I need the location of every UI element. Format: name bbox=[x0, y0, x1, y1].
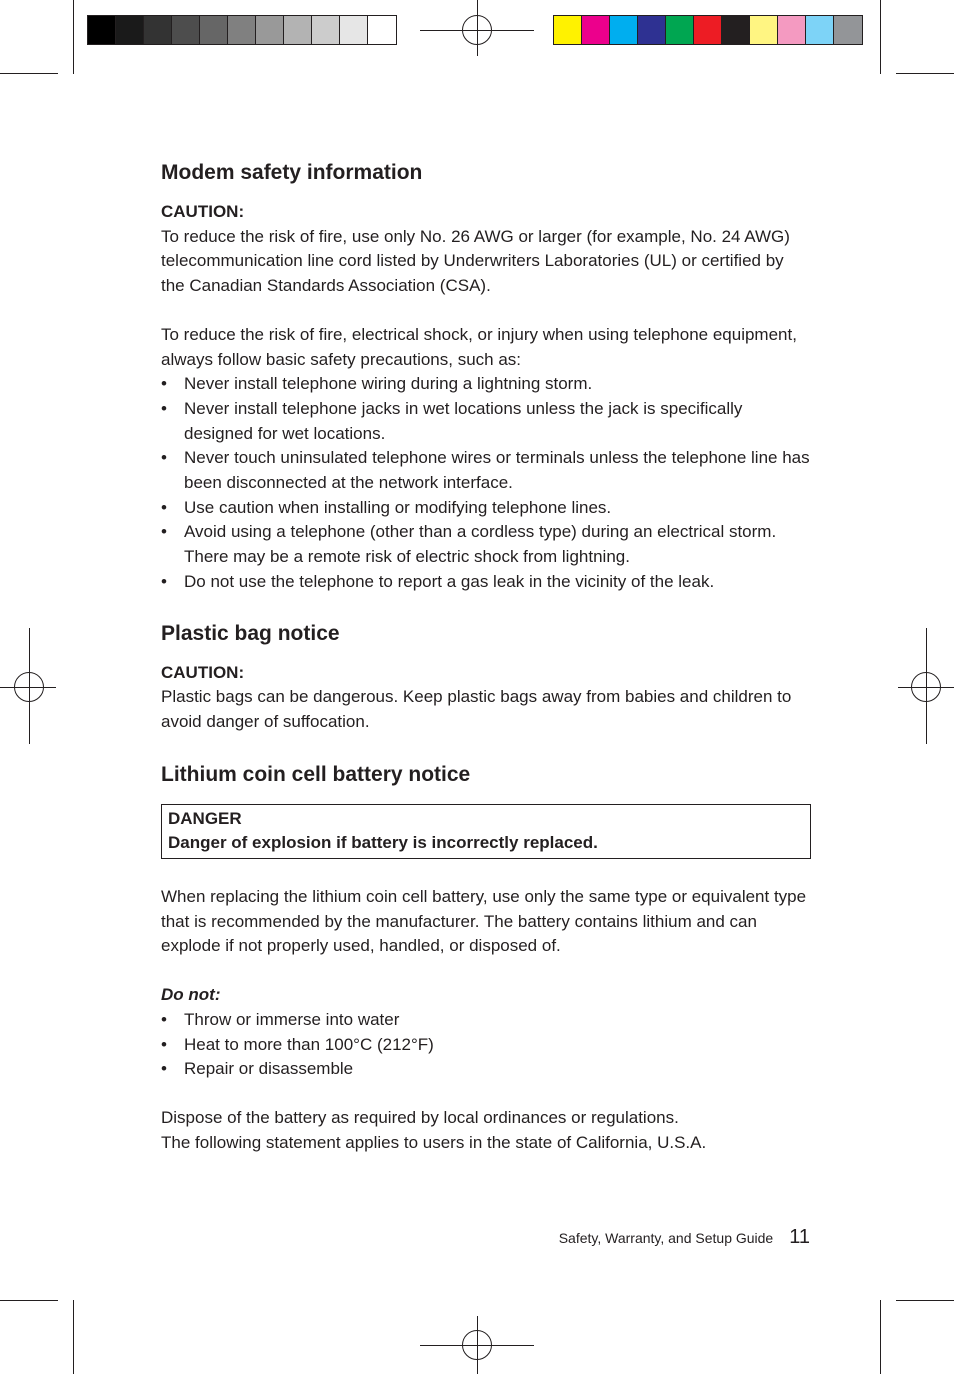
list-item: • Do not use the telephone to report a gas leak in the vicinity of the leak. bbox=[161, 571, 715, 591]
page-content bbox=[161, 160, 811, 1155]
plastic-text: Plastic bags can be dangerous. Keep plastic bags away from babies and children to avoid danger of suffocation. bbox=[161, 687, 792, 731]
danger-label: DANGER bbox=[168, 808, 242, 828]
caution-text: To reduce the risk of fire, use only No. 26 AWG or larger (for example, No. 24 AWG) telecommunication line cord listed by Underwriters Laboratories (UL) or certified by the Canadian Standards Association (CSA). bbox=[161, 226, 790, 296]
crop-mark bbox=[73, 1300, 74, 1374]
guide-title: Safety, Warranty, and Setup Guide bbox=[558, 1230, 774, 1246]
gray-swatch-7 bbox=[284, 16, 312, 44]
list-item: • Never touch uninsulated telephone wires or terminals unless the telephone line has been disconnected at the network interface. bbox=[161, 448, 810, 493]
crop-mark bbox=[0, 1300, 58, 1301]
list-item: • Never install telephone wiring during a lightning storm. bbox=[161, 374, 593, 394]
gray-swatch-0 bbox=[88, 16, 116, 44]
lithium-paragraph: When replacing the lithium coin cell battery, use only the same type or equivalent type that is recommended by the manufacturer. The battery contains lithium and can explode if not properly used, handled, or disposed of. bbox=[161, 887, 807, 956]
section-heading-plastic: Plastic bag notice bbox=[161, 621, 340, 645]
caution-label: CAUTION: bbox=[161, 202, 245, 221]
gray-swatch-3 bbox=[172, 16, 200, 44]
gray-swatch-1 bbox=[116, 16, 144, 44]
process-swatch-2 bbox=[610, 16, 638, 44]
process-swatch-4 bbox=[666, 16, 694, 44]
plastic-bag-section bbox=[161, 621, 811, 735]
gray-swatch-10 bbox=[368, 16, 396, 44]
list-item: • Repair or disassemble bbox=[161, 1059, 354, 1079]
process-color-bar bbox=[553, 15, 863, 45]
list-item: • Never install telephone jacks in wet locations unless the jack is specifically designed for wet locations. bbox=[161, 398, 743, 443]
california-text: The following statement applies to users in the state of California, U.S.A. bbox=[161, 1132, 707, 1152]
modem-precautions-list bbox=[161, 372, 811, 594]
gray-swatch-5 bbox=[228, 16, 256, 44]
section-heading-modem: Modem safety information bbox=[161, 161, 423, 184]
process-swatch-7 bbox=[750, 16, 778, 44]
list-item: • Throw or immerse into water bbox=[161, 1009, 400, 1029]
gray-swatch-2 bbox=[144, 16, 172, 44]
gray-swatch-8 bbox=[312, 16, 340, 44]
crop-mark bbox=[0, 73, 58, 74]
section-heading-lithium: Lithium coin cell battery notice bbox=[161, 762, 471, 786]
process-swatch-6 bbox=[722, 16, 750, 44]
crop-mark bbox=[880, 0, 881, 74]
process-swatch-9 bbox=[806, 16, 834, 44]
list-item: • Heat to more than 100°C (212°F) bbox=[161, 1034, 434, 1054]
grayscale-color-bar bbox=[87, 15, 397, 45]
crop-mark bbox=[896, 73, 954, 74]
process-swatch-10 bbox=[834, 16, 862, 44]
lithium-battery-section bbox=[161, 762, 811, 1156]
process-swatch-0 bbox=[554, 16, 582, 44]
list-item: • Use caution when installing or modifying telephone lines. bbox=[161, 497, 612, 517]
page-number: 11 bbox=[789, 1226, 810, 1248]
do-not-list bbox=[161, 1008, 811, 1082]
gray-swatch-4 bbox=[200, 16, 228, 44]
gray-swatch-9 bbox=[340, 16, 368, 44]
list-item: • Avoid using a telephone (other than a cordless type) during an electrical storm. There may be a remote risk of electric shock from lightning. bbox=[161, 522, 777, 567]
caution-label: CAUTION: bbox=[161, 662, 245, 682]
danger-box bbox=[161, 804, 811, 859]
modem-intro: To reduce the risk of fire, electrical shock, or injury when using telephone equipment, always follow basic safety precautions, such as: bbox=[161, 324, 797, 369]
crop-mark bbox=[73, 0, 74, 74]
crop-mark bbox=[880, 1300, 881, 1374]
process-swatch-3 bbox=[638, 16, 666, 44]
do-not-label: Do not: bbox=[161, 985, 221, 1005]
process-swatch-5 bbox=[694, 16, 722, 44]
dispose-text: Dispose of the battery as required by local ordinances or regulations. bbox=[161, 1107, 679, 1127]
gray-swatch-6 bbox=[256, 16, 284, 44]
crop-mark bbox=[896, 1300, 954, 1301]
process-swatch-1 bbox=[582, 16, 610, 44]
modem-safety-section bbox=[161, 160, 811, 595]
process-swatch-8 bbox=[778, 16, 806, 44]
danger-text: Danger of explosion if battery is incorrectly replaced. bbox=[168, 833, 598, 853]
page-footer bbox=[559, 1226, 810, 1249]
